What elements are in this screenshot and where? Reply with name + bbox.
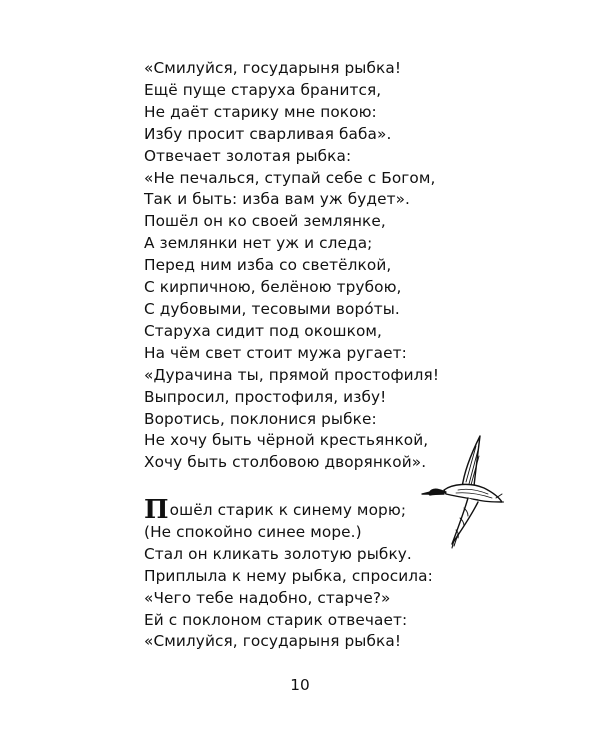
verse-line: Отвечает золотая рыбка: xyxy=(144,146,352,165)
verse-line: А землянки нет уж и следа; xyxy=(144,234,373,253)
stanza-1 xyxy=(144,58,444,474)
verse-line: Хочу быть столбовою дворянкой». xyxy=(144,453,427,472)
verse-line: «Не печалься, ступай себе с Богом, xyxy=(144,168,436,187)
verse-line: (Не спокойно синее море.) xyxy=(144,522,362,541)
verse-line: Стал он кликать золотую рыбку. xyxy=(144,544,412,563)
verse-line: Избу просит сварливая баба». xyxy=(144,124,392,143)
drop-cap: П xyxy=(144,495,169,525)
verse-line: Старуха сидит под окошком, xyxy=(144,321,383,340)
verse-line: Не хочу быть чёрной крестьянкой, xyxy=(144,431,429,450)
verse-line: Перед ним изба со светёлкой, xyxy=(144,256,392,275)
verse-line-rest: ошёл старик к синему морю; xyxy=(169,501,407,519)
verse-line: Приплыла к нему рыбка, спросила: xyxy=(144,566,433,585)
verse-line: Не даёт старику мне покою: xyxy=(144,102,377,121)
stanza-2 xyxy=(144,497,444,653)
verse-line: Ей с поклоном старик отвечает: xyxy=(144,610,408,629)
verse-line: Так и быть: изба вам уж будет». xyxy=(144,190,411,209)
verse-line: С кирпичною, белёною трубою, xyxy=(144,278,402,297)
verse-line: Выпросил, простофиля, избу! xyxy=(144,387,387,406)
verse-line: «Дурачина ты, прямой простофиля! xyxy=(144,365,440,384)
verse-line: Воротись, поклонися рыбке: xyxy=(144,409,377,428)
verse-line: На чём свет стоит мужа ругает: xyxy=(144,343,407,362)
verse-line: «Смилуйся, государыня рыбка! xyxy=(144,59,402,77)
verse-line: С дубовыми, тесовыми ворóты. xyxy=(144,299,400,318)
verse-line: Пошёл он ко своей землянке, xyxy=(144,212,386,231)
verse-line: «Смилуйся, государыня рыбка! xyxy=(144,632,402,651)
verse-line-with-dropcap xyxy=(144,495,444,525)
verse-line: Ещё пуще старуха бранится, xyxy=(144,80,382,99)
page-number: 10 xyxy=(290,676,310,694)
verse-line: «Чего тебе надобно, старче?» xyxy=(144,588,391,607)
